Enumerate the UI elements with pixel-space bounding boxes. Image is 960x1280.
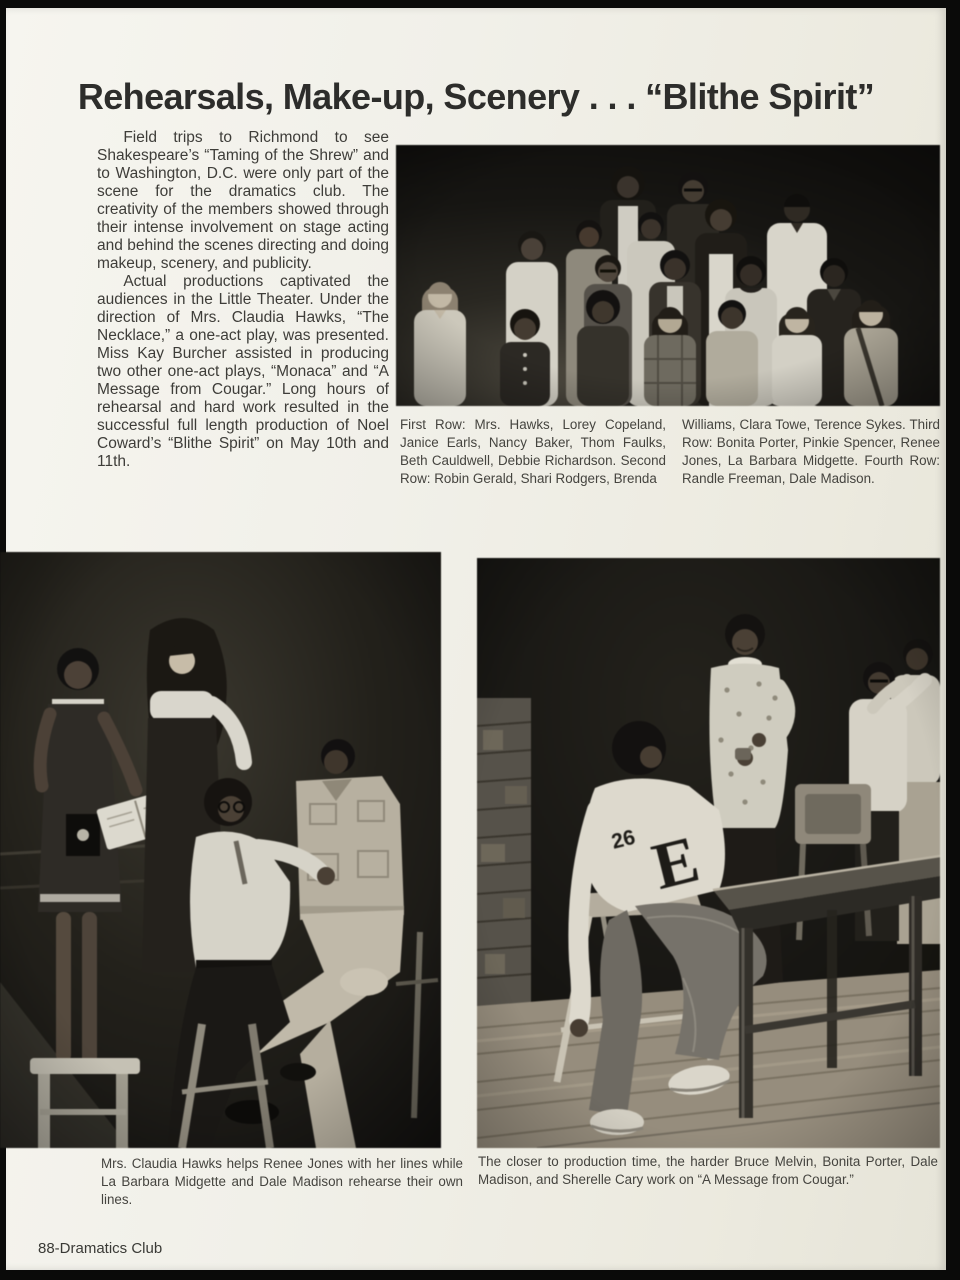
club-photo-caption (400, 416, 940, 488)
club-caption-right-column: Williams, Clara Towe, Terence Sykes. Third Row: Bonita Porter, Pinkie Spencer, Renee Jones, La Barbara Midgette. Fourth Row: Randle Freeman, Dale Madison. (682, 417, 940, 486)
rehearsal-photo-caption: Mrs. Claudia Hawks helps Renee Jones with her lines while La Barbara Midgette and Dale Madison rehearse their own lines. (101, 1156, 463, 1207)
production-photo-image (477, 558, 940, 1148)
rehearsal-photo (0, 552, 441, 1148)
article-paragraph-2: Actual productions captivated the audiences in the Little Theater. Under the direction of Mrs. Claudia Hawks, “The Necklace,” a one-act play, was presented. Miss Kay Burcher assisted in producing two other one-act plays, “Monaca” and “A Message from Cougar.” Long hours of rehearsal and hard work resulted in the successful full length production of Noel Coward’s “Blithe Spirit” on May 10th and 11th. (97, 273, 389, 470)
article-paragraph-1: Field trips to Richmond to see Shakespeare’s “Taming of the Shrew” and to Washington, D.C. were only part of the scene for the dramatics club. The creativity of the members showed through their intense involvement on stage acting and behind the scenes directing and doing makeup, scenery, and publicity. (97, 129, 389, 272)
rehearsal-photo-image (0, 552, 441, 1148)
club-group-photo (396, 145, 940, 406)
club-caption-left-column: First Row: Mrs. Hawks, Lorey Copeland, Janice Earls, Nancy Baker, Thom Faulks, Beth Cauldwell, Debbie Richardson. Second Row: Robin Gerald, Shari Rodgers, Brenda (400, 417, 666, 486)
article-text (97, 129, 389, 471)
production-photo (477, 558, 940, 1148)
club-group-photo-image (396, 145, 940, 406)
page-title: Rehearsals, Make-up, Scenery . . . “Blithe Spirit” (77, 76, 875, 117)
page-footer: 88-Dramatics Club (38, 1240, 163, 1257)
production-photo-caption: The closer to production time, the harder Bruce Melvin, Bonita Porter, Dale Madison, and Sherelle Cary work on “A Message from Cougar.” (478, 1154, 938, 1187)
